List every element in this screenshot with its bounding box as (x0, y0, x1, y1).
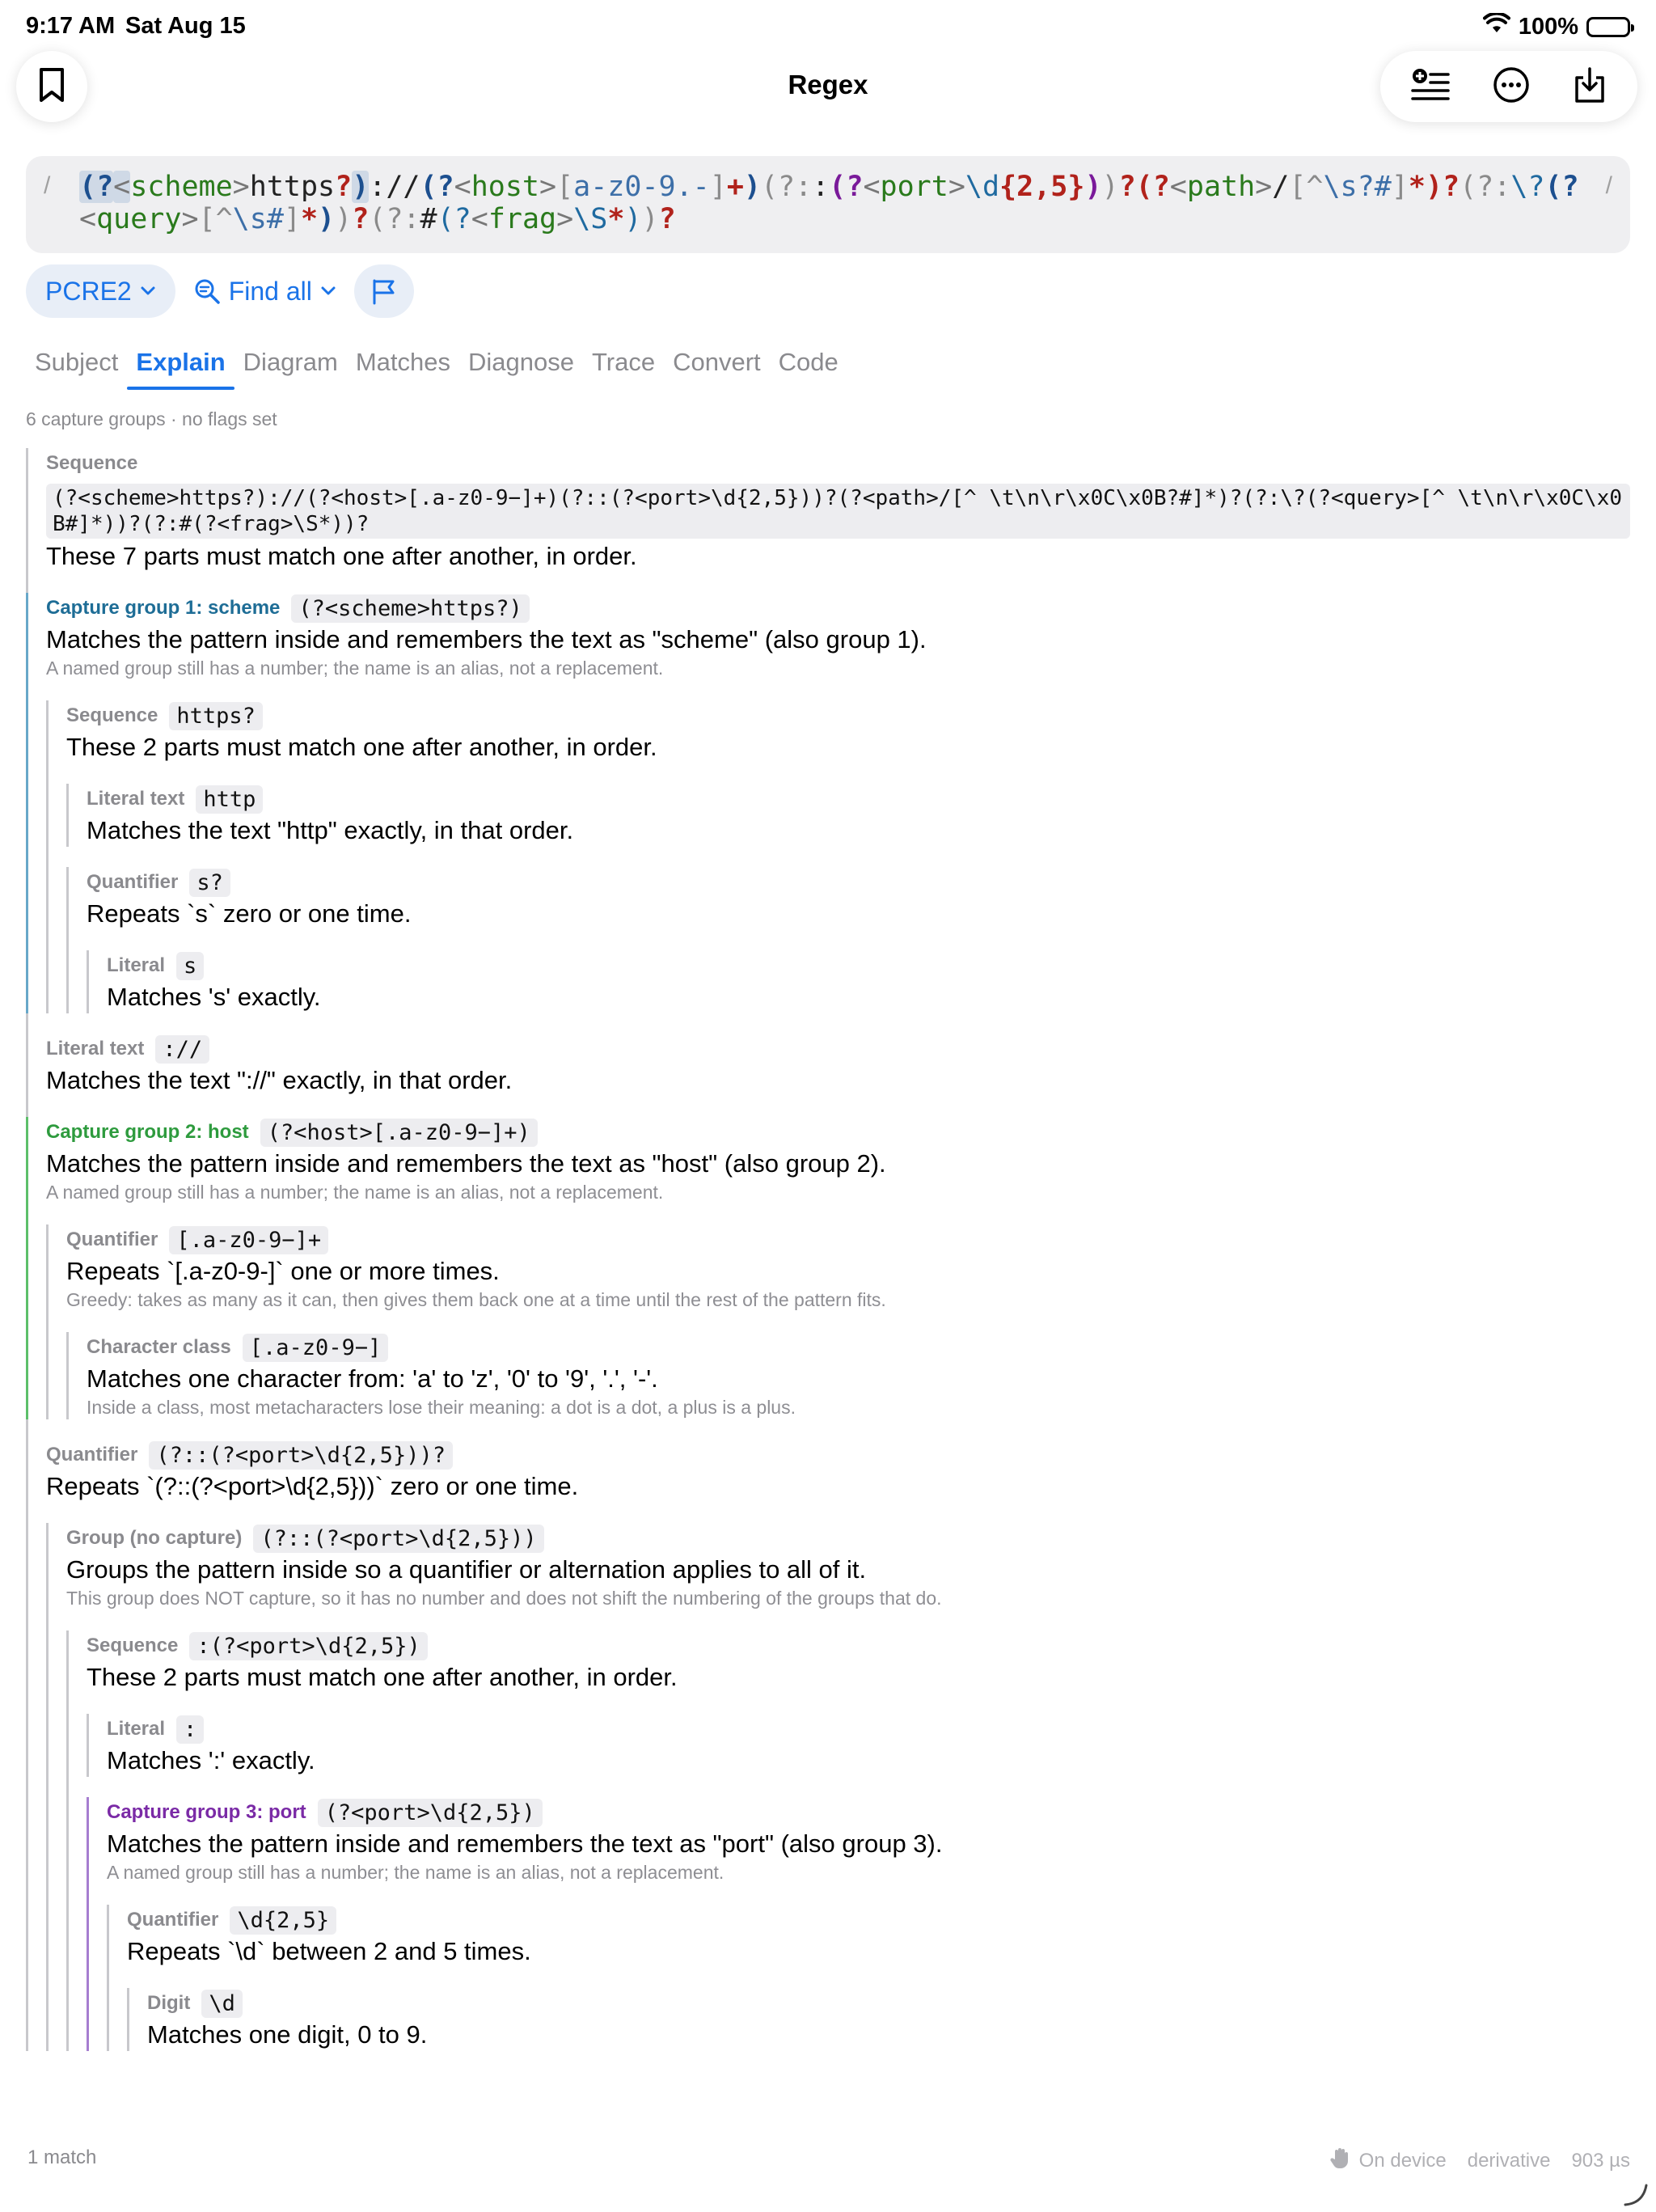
explain-node[interactable] (66, 784, 1630, 847)
regex-token: {2,5} (999, 171, 1085, 203)
node-children (46, 700, 1630, 1013)
explain-node[interactable] (66, 1630, 1630, 2051)
node-kind-label: Literal text (87, 788, 185, 810)
tab-matches[interactable]: Matches (355, 348, 450, 376)
node-description: Repeats `\d` between 2 and 5 times. (127, 1937, 531, 1965)
regex-token: path (1186, 171, 1256, 203)
resize-handle[interactable] (1622, 2180, 1650, 2212)
mode-dropdown[interactable] (188, 264, 341, 318)
node-kind-label: Digit (147, 1992, 191, 2014)
regex-token: (? (829, 171, 864, 203)
regex-close-delimiter: / (1605, 172, 1612, 199)
regex-token: ) (1084, 171, 1102, 203)
wifi-icon (1483, 13, 1510, 40)
explain-tree (26, 448, 1630, 2138)
node-code: s? (189, 869, 230, 897)
regex-token: (? (79, 171, 114, 203)
node-kind-label: Character class (87, 1336, 231, 1358)
regex-token: > (1255, 171, 1273, 203)
regex-token: a-z0-9.- (573, 171, 710, 203)
node-description: Matches the text "http" exactly, in that order. (87, 816, 574, 844)
regex-token: > (948, 171, 965, 203)
hand-icon (1330, 2146, 1350, 2175)
regex-token: > (232, 171, 250, 203)
regex-token: ] (709, 171, 727, 203)
explain-node[interactable] (46, 1523, 1630, 2051)
node-description: These 2 parts must match one after another, in order. (87, 1663, 678, 1691)
download-icon[interactable] (1573, 66, 1607, 108)
regex-token: (? (420, 171, 454, 203)
tab-diagnose[interactable]: Diagnose (468, 348, 574, 376)
battery-percent: 100% (1518, 13, 1578, 40)
node-code: (?<scheme>https?)://(?<host>[.a-z0-9−]+)(?::(?<port>\d{2,5}))?(?<path>/[^ \t\n\r\x0C\x0B?#]*)?(?:\?(?<query>[^ \t\n\r\x0C\x0B#]*))?(?:#(?<frag>\S*))? (46, 484, 1630, 539)
node-code: (?<port>\d{2,5}) (318, 1799, 543, 1827)
explain-node[interactable] (26, 1117, 1630, 1419)
regex-token: frag (488, 203, 557, 235)
node-header (107, 950, 1630, 981)
tab-convert[interactable]: Convert (673, 348, 761, 376)
node-children (66, 1332, 1630, 1419)
regex-token: < (79, 203, 97, 235)
regex-token: ? (1443, 171, 1460, 203)
regex-token: ? (658, 203, 676, 235)
node-children (46, 1224, 1630, 1419)
location-label: On device (1358, 2149, 1447, 2172)
node-kind-label: Literal (107, 1718, 166, 1740)
node-code: https? (169, 702, 263, 730)
regex-pattern[interactable] (79, 171, 1591, 235)
flavor-dropdown[interactable] (26, 264, 175, 318)
node-children (87, 1714, 1630, 2051)
node-note: A named group still has a number; the name is an alias, not a replacement. (46, 1182, 664, 1203)
regex-token: (?: (760, 171, 813, 203)
regex-token: \s?# (1323, 171, 1392, 203)
node-kind-label: Sequence (87, 1635, 179, 1656)
regex-token: ] (283, 203, 301, 235)
node-code: (?::(?<port>\d{2,5}))? (149, 1441, 453, 1470)
node-header (87, 1630, 1630, 1661)
tab-code[interactable]: Code (778, 348, 839, 376)
node-kind-label: Quantifier (46, 1444, 138, 1466)
regex-token: < (1169, 171, 1187, 203)
node-children (127, 1988, 1630, 2051)
node-code: http (196, 785, 263, 814)
regex-token: (? (1544, 171, 1579, 203)
regex-token: < (863, 171, 881, 203)
node-code: :// (155, 1035, 209, 1064)
node-code: (?::(?<port>\d{2,5})) (253, 1525, 543, 1553)
node-code: (?<host>[.a-z0-9−]+) (260, 1119, 538, 1147)
node-kind-label: Literal (107, 954, 166, 976)
regex-editor[interactable] (26, 156, 1630, 253)
regex-token: ) (352, 171, 370, 203)
explain-node[interactable] (26, 1034, 1630, 1097)
regex-token: ) (318, 203, 336, 235)
regex-token: * (1408, 171, 1426, 203)
node-header (66, 1523, 1630, 1554)
regex-token: (?: (369, 203, 420, 235)
tab-trace[interactable]: Trace (591, 348, 656, 376)
node-kind-label: Quantifier (127, 1909, 219, 1931)
node-description: Matches the pattern inside and remembers the text as "host" (also group 2). (46, 1149, 886, 1178)
node-header (87, 784, 1630, 814)
node-header (46, 1117, 1630, 1148)
regex-token: \s# (232, 203, 284, 235)
regex-token: \S (573, 203, 608, 235)
regex-token: ? (335, 171, 353, 203)
add-list-icon[interactable] (1411, 67, 1450, 107)
explain-node[interactable] (87, 950, 1630, 1013)
regex-token: [ (556, 171, 574, 203)
chevron-down-icon (140, 285, 156, 297)
regex-token: ^ (1306, 171, 1324, 203)
status-date: Sat Aug 15 (125, 13, 246, 39)
node-description: Repeats `s` zero or one time. (87, 899, 412, 928)
explain-node[interactable] (26, 1440, 1630, 2051)
node-header (107, 1797, 1630, 1828)
node-description: Matches one character from: 'a' to 'z', '0' to '9', '.', '-'. (87, 1364, 658, 1393)
explain-node[interactable] (26, 448, 1630, 2051)
explain-node[interactable] (107, 1905, 1630, 2051)
node-code: [.a-z0-9−]+ (169, 1226, 328, 1254)
node-header (46, 593, 1630, 624)
regex-token: < (454, 171, 471, 203)
explain-summary: 6 capture groups · no flags set (26, 408, 277, 429)
chevron-down-icon (320, 285, 336, 297)
node-code: : (176, 1715, 204, 1744)
node-kind-label: Capture group 1: scheme (46, 597, 281, 619)
node-children (46, 1523, 1630, 2051)
explain-node[interactable] (46, 700, 1630, 1013)
node-header (87, 867, 1630, 898)
regex-token: \d (965, 171, 1000, 203)
explain-node[interactable] (87, 1714, 1630, 1777)
explain-node[interactable] (66, 867, 1630, 1013)
mode-status: derivative (1467, 2149, 1551, 2172)
node-note: Inside a class, most metacharacters lose their meaning: a dot is a dot, a plus is a plus. (87, 1397, 796, 1418)
node-description: Repeats `(?::(?<port>\d{2,5}))` zero or one time. (46, 1472, 579, 1500)
node-header (107, 1714, 1630, 1745)
node-description: These 2 parts must match one after another, in order. (66, 733, 657, 761)
regex-token: \? (1510, 171, 1545, 203)
node-code: (?<scheme>https?) (291, 594, 529, 623)
node-kind-label: Quantifier (66, 1229, 158, 1250)
node-kind-label: Sequence (66, 704, 158, 726)
node-code: s (176, 952, 204, 980)
regex-token: (?: (1460, 171, 1511, 203)
node-description: Repeats `[.a-z0-9-]` one or more times. (66, 1257, 500, 1285)
tab-diagram[interactable]: Diagram (243, 348, 338, 376)
regex-token: < (113, 171, 131, 203)
node-header (46, 1440, 1630, 1470)
battery-icon (1586, 17, 1630, 37)
regex-token: (? (437, 203, 471, 235)
node-description: Groups the pattern inside so a quantifier or alternation applies to all of it. (66, 1555, 867, 1584)
node-description: Matches the pattern inside and remembers the text as "port" (also group 3). (107, 1829, 943, 1858)
explain-node[interactable] (46, 1224, 1630, 1419)
node-header (46, 448, 1630, 479)
node-children (107, 1905, 1630, 2051)
regex-token: > (539, 171, 557, 203)
regex-token: host (471, 171, 540, 203)
node-kind-label: Capture group 2: host (46, 1121, 249, 1143)
regex-token: ) (641, 203, 659, 235)
node-description: Matches ':' exactly. (107, 1746, 315, 1774)
nav-actions (1380, 51, 1637, 122)
node-note: A named group still has a number; the name is an alias, not a replacement. (107, 1862, 724, 1883)
regex-token: + (726, 171, 744, 203)
status-bar (0, 0, 1656, 52)
node-code: [.a-z0-9−] (243, 1334, 389, 1362)
node-header (147, 1988, 1630, 2019)
page-title: Regex (788, 70, 868, 99)
more-icon[interactable] (1493, 66, 1530, 108)
regex-token: [ (1289, 171, 1307, 203)
regex-token: [ (198, 203, 216, 235)
footer-status (1330, 2146, 1630, 2175)
regex-token: (? (1135, 171, 1170, 203)
node-code: \d (201, 1990, 243, 2018)
match-count: 1 match (27, 2146, 97, 2168)
explain-node[interactable] (66, 1332, 1630, 1419)
explain-node[interactable] (26, 593, 1630, 1013)
node-description: These 7 parts must match one after another, in order. (46, 542, 637, 570)
regex-token: port (880, 171, 948, 203)
node-description: Matches one digit, 0 to 9. (147, 2020, 428, 2049)
node-children (87, 950, 1630, 1013)
node-kind-label: Sequence (46, 452, 138, 474)
node-note: A named group still has a number; the name is an alias, not a replacement. (46, 658, 664, 679)
node-header (66, 1224, 1630, 1255)
node-note: This group does NOT capture, so it has no number and does not shift the numbering of the groups that do. (66, 1588, 942, 1609)
regex-token: ) (335, 203, 353, 235)
regex-token: > (556, 203, 574, 235)
regex-token: :// (369, 171, 420, 203)
regex-toolbar (26, 264, 414, 318)
regex-token: # (420, 203, 437, 235)
node-header (127, 1905, 1630, 1935)
regex-token: ^ (215, 203, 233, 235)
node-code: \d{2,5} (230, 1906, 336, 1935)
node-description: Matches 's' exactly. (107, 983, 321, 1011)
node-header (46, 1034, 1630, 1064)
node-note: Greedy: takes as many as it can, then gives them back one at a time until the rest of the pattern fits. (66, 1289, 886, 1310)
regex-token: * (607, 203, 625, 235)
regex-token: scheme (130, 171, 233, 203)
regex-token: < (471, 203, 488, 235)
flags-button[interactable] (354, 264, 414, 318)
node-kind-label: Quantifier (87, 871, 179, 893)
view-tabs (26, 340, 847, 390)
mode-label: Find all (228, 276, 312, 306)
regex-token: : (812, 171, 830, 203)
node-description: Matches the pattern inside and remembers the text as "scheme" (also group 1). (46, 625, 927, 653)
regex-token: * (300, 203, 319, 235)
timing-label: 903 µs (1571, 2149, 1630, 2172)
search-icon (193, 277, 221, 305)
regex-token: ] (1391, 171, 1409, 203)
regex-token: ) (1101, 171, 1119, 203)
explain-node[interactable] (87, 1797, 1630, 2051)
flag-icon (370, 277, 398, 305)
regex-token: query (96, 203, 182, 235)
regex-token: ? (1118, 171, 1136, 203)
node-children (26, 593, 1630, 2051)
regex-token: https (249, 171, 336, 203)
node-children (66, 784, 1630, 1013)
node-children (66, 1630, 1630, 2051)
flavor-label: PCRE2 (45, 276, 132, 306)
regex-token: ) (743, 171, 761, 203)
node-description: Matches the text "://" exactly, in that order. (46, 1066, 513, 1094)
node-header (66, 700, 1630, 731)
node-header (87, 1332, 1630, 1363)
regex-token: > (181, 203, 199, 235)
tab-subject[interactable]: Subject (35, 348, 119, 376)
status-time: 9:17 AM (26, 13, 116, 39)
regex-token: ) (624, 203, 642, 235)
explain-node[interactable] (127, 1988, 1630, 2051)
node-kind-label: Capture group 3: port (107, 1801, 306, 1823)
status-right (1483, 13, 1630, 40)
node-kind-label: Literal text (46, 1038, 145, 1059)
regex-token: / (1272, 171, 1290, 203)
tab-explain[interactable]: Explain (127, 340, 234, 390)
node-code: :(?<port>\d{2,5}) (189, 1632, 427, 1660)
regex-open-delimiter: / (44, 172, 51, 199)
regex-token: ) (1425, 171, 1443, 203)
regex-token: ? (352, 203, 370, 235)
node-kind-label: Group (no capture) (66, 1527, 243, 1549)
